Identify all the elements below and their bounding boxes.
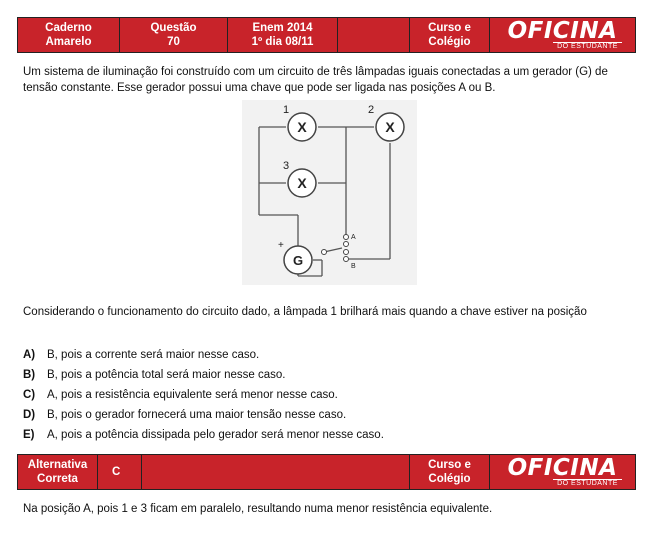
- alternative-c: [23, 385, 384, 405]
- alternative-c-text: A, pois a resistência equivalente será menor nesse caso.: [47, 389, 338, 401]
- answer-empty-cell: [142, 455, 410, 489]
- generator-plus-sign: +: [278, 240, 284, 251]
- footer-curso-line1: Curso e: [428, 459, 471, 471]
- alternative-a: [23, 345, 384, 365]
- answer-value-cell: [98, 455, 142, 489]
- lamp-3: [288, 169, 316, 197]
- switch-label-a: A: [351, 234, 356, 241]
- header-empty-cell: [338, 18, 410, 52]
- header-curso-line1: Curso e: [428, 22, 471, 34]
- alternative-e-letter: E): [23, 429, 35, 441]
- header-bar: [17, 17, 636, 53]
- lamp-2: [376, 113, 404, 141]
- correct-answer: C: [112, 466, 121, 478]
- header-exam-label: Enem 2014: [252, 22, 313, 34]
- oficina-logo-footer: [490, 455, 635, 489]
- footer-curso-line2: Colégio: [428, 473, 471, 485]
- generator: [284, 246, 312, 274]
- alternative-b: [23, 365, 384, 385]
- alternative-d-text: B, pois o gerador fornecerá uma maior tensão nesse caso.: [47, 409, 347, 421]
- alternative-a-text: B, pois a corrente será maior nesse caso.: [47, 349, 260, 361]
- question-statement: Um sistema de iluminação foi construído com um circuito de três lâmpadas iguais conectadas a um gerador (G) de tensão constante. Esse gerador possui uma chave que pode ser ligada nas posições A ou B.: [23, 66, 608, 94]
- answer-explanation: Na posição A, pois 1 e 3 ficam em paralelo, resultando numa menor resistência equivalente.: [23, 503, 493, 515]
- circuit-diagram: [242, 100, 417, 285]
- alternative-e-text: A, pois a potência dissipada pelo gerador será menor nesse caso.: [47, 429, 384, 441]
- lamp-1: [288, 113, 316, 141]
- switch-contact-b: [344, 257, 349, 262]
- header-exam: [228, 18, 338, 52]
- question-prompt: Considerando o funcionamento do circuito dado, a lâmpada 1 brilhará mais quando a chave estiver na posição: [23, 306, 587, 318]
- footer-logo-text: OFICINA: [507, 454, 618, 481]
- lamp-1-label: 1: [283, 104, 290, 116]
- answer-label-line1: Alternativa: [27, 459, 88, 471]
- header-questao-label: Questão: [150, 22, 197, 34]
- alternatives-list: [23, 345, 384, 445]
- answer-label-cell: [18, 455, 98, 489]
- oficina-logo: [490, 18, 635, 52]
- switch-pivot: [322, 250, 327, 255]
- header-exam-date: 1º dia 08/11: [251, 36, 314, 48]
- answer-label-line2: Correta: [37, 473, 78, 485]
- header-caderno-label: Caderno: [45, 22, 92, 34]
- header-questao-value: 70: [167, 36, 180, 48]
- header-caderno: [18, 18, 120, 52]
- lamp-1-symbol: X: [297, 119, 307, 135]
- alternative-b-text: B, pois a potência total será maior nesse caso.: [47, 369, 286, 381]
- switch-contact-a: [344, 235, 349, 240]
- generator-symbol: G: [292, 253, 304, 268]
- lamp-3-label: 3: [283, 160, 290, 172]
- lamp-2-symbol: X: [385, 119, 395, 135]
- logo-text: OFICINA: [507, 17, 618, 44]
- header-questao: [120, 18, 228, 52]
- alternative-b-letter: B): [23, 369, 36, 381]
- lamp-2-label: 2: [368, 104, 375, 116]
- alternative-e: [23, 425, 384, 445]
- alternative-a-letter: A): [23, 349, 36, 361]
- header-caderno-value: Amarelo: [45, 36, 92, 48]
- logo-subtext: DO ESTUDANTE: [553, 42, 622, 51]
- answer-bar: [17, 454, 636, 490]
- switch-label-b: B: [351, 263, 356, 270]
- alternative-c-letter: C): [23, 389, 36, 401]
- lamp-3-symbol: X: [297, 175, 307, 191]
- alternative-d-letter: D): [23, 409, 36, 421]
- header-curso: [410, 18, 490, 52]
- header-curso-line2: Colégio: [428, 36, 471, 48]
- footer-curso: [410, 455, 490, 489]
- footer-logo-subtext: DO ESTUDANTE: [553, 479, 622, 488]
- alternative-d: [23, 405, 384, 425]
